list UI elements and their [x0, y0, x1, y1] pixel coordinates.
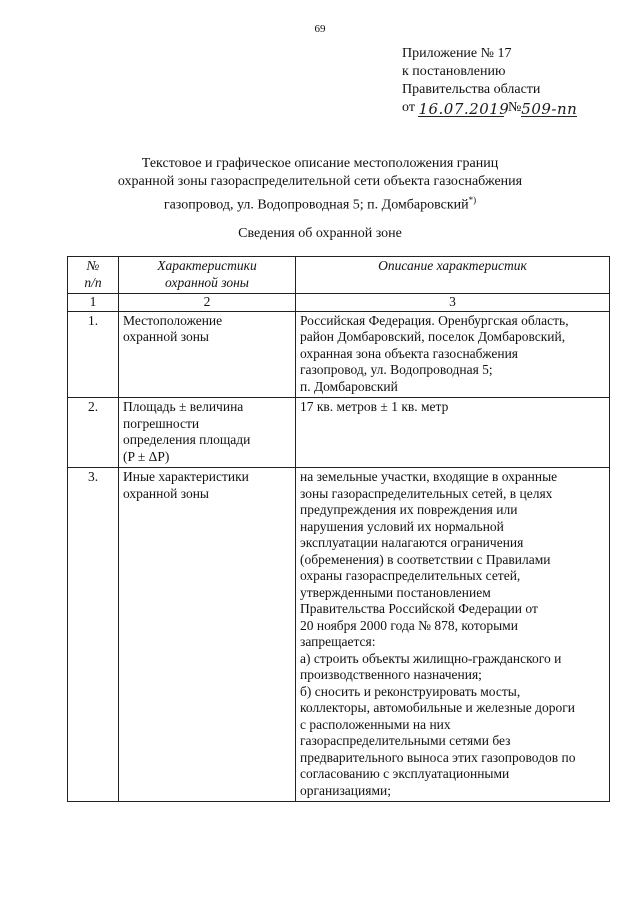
title-line-2: охранной зоны газораспределительной сети объекта газоснабжения: [117, 174, 523, 189]
appendix-line-1: Приложение № 17: [402, 46, 512, 61]
document-title: [60, 155, 580, 215]
row-description: Российская Федерация. Оренбургская область, район Домбаровский, поселок Домбаровский, охранная зона объекта газоснабжения газопровод, ул. Водопроводная 5; п. Домбаровский: [296, 311, 610, 398]
footnote-mark: *): [468, 195, 477, 205]
title-line-3-text: газопровод, ул. Водопроводная 5; п. Домбаровский: [163, 197, 469, 213]
index-cell-1: 1: [68, 294, 119, 312]
table-index-row: [68, 294, 610, 312]
index-cell-2: 2: [119, 294, 296, 312]
appendix-line-2: к постановлению: [402, 64, 506, 79]
appendix-block: [402, 45, 577, 117]
section-title: Сведения об охранной зоне: [238, 226, 402, 241]
handwritten-date: 16.07.2019: [418, 100, 510, 118]
row-characteristic: Площадь ± величина погрешности определения площади (P ± ΔP): [119, 398, 296, 468]
index-cell-3: 3: [296, 294, 610, 312]
number-label: №: [507, 100, 522, 115]
row-number: 2.: [68, 398, 119, 468]
protection-zone-table: [67, 256, 610, 802]
header-number: № п/п: [68, 257, 119, 294]
table-row: [68, 398, 610, 468]
number-field: [521, 100, 577, 117]
title-line-1: Текстовое и графическое описание местоположения границ: [141, 156, 499, 171]
appendix-date-line: [402, 99, 577, 117]
header-description: Описание характеристик: [296, 257, 610, 294]
from-label: от: [402, 100, 415, 115]
handwritten-number: 509-пп: [521, 100, 578, 118]
date-field: [418, 100, 510, 118]
appendix-line-3: Правительства области: [402, 82, 541, 97]
table-row: [68, 311, 610, 398]
title-line-3: [60, 191, 580, 215]
row-description: на земельные участки, входящие в охранные зоны газораспределительных сетей, в целях предупреждения их повреждения или нарушения условий их нормальной эксплуатации налагаются ограничения (обременения) в соответствии с Правилами охраны газораспределительных сетей, утвержденными постановлением Правительства Российской Федерации от 20 ноября 2000 года № 878, которыми запрещается: а) строить объекты жилищно-гражданского и производственного назначения; б) сносить и реконструировать мосты, коллекторы, автомобильные и железные дороги с расположенными на них газораспределительными сетями без предварительного выноса этих газопроводов по согласованию с эксплуатационными организациями;: [296, 468, 610, 802]
row-description: 17 кв. метров ± 1 кв. метр: [296, 398, 610, 468]
row-number: 3.: [68, 468, 119, 802]
row-characteristic: Местоположение охранной зоны: [119, 311, 296, 398]
table-header-row: [68, 257, 610, 294]
row-characteristic: Иные характеристики охранной зоны: [119, 468, 296, 802]
row-number: 1.: [68, 311, 119, 398]
header-characteristic: Характеристики охранной зоны: [119, 257, 296, 294]
table-row: [68, 468, 610, 802]
page-number: 69: [314, 23, 326, 35]
